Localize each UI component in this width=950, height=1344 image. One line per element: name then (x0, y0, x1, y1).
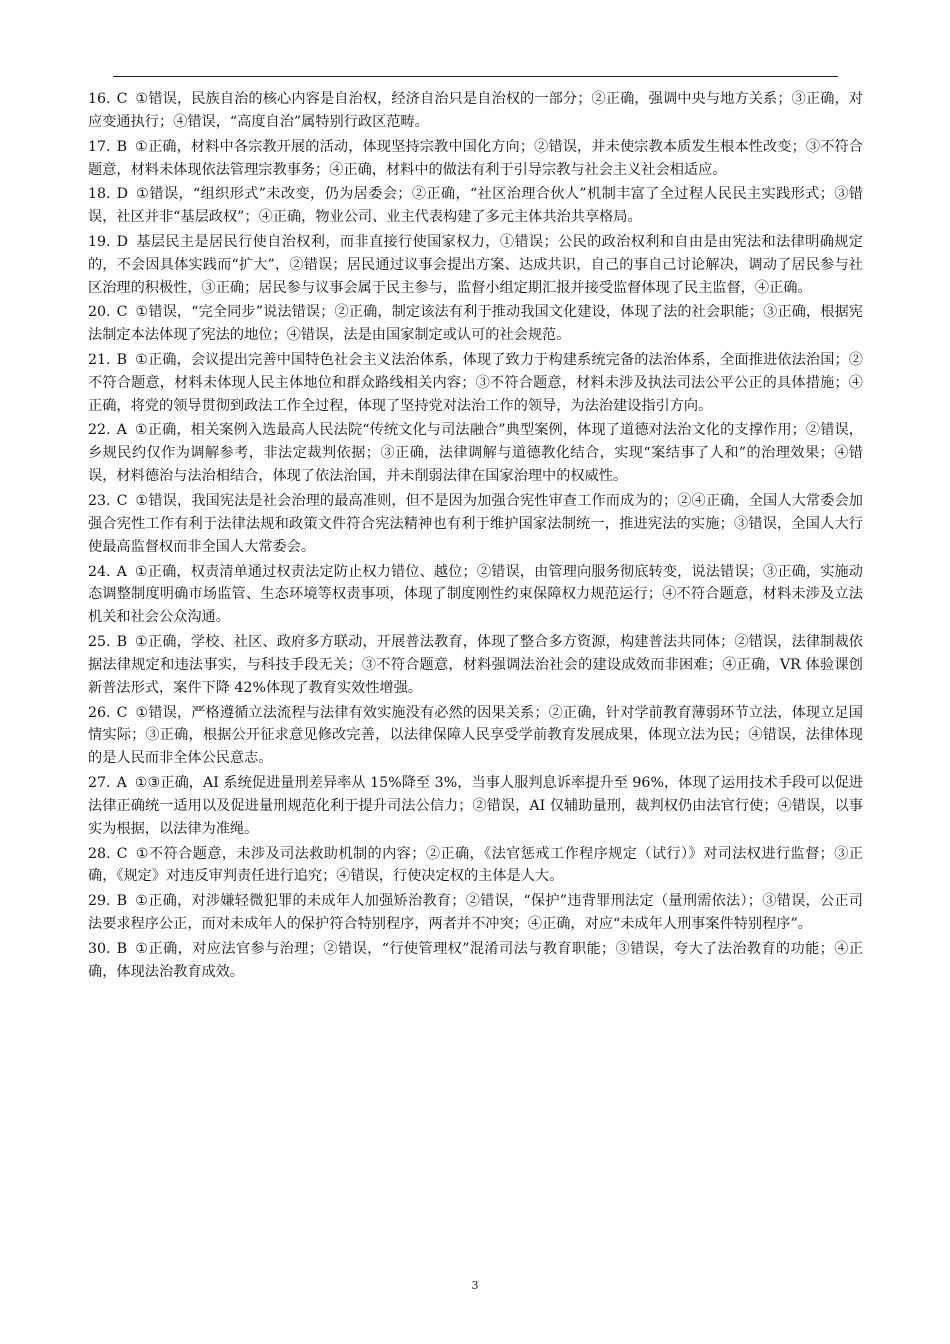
question-number: 19. (88, 233, 111, 250)
answer-list (88, 88, 863, 985)
question-number: 20. (88, 304, 111, 321)
answer-explanation: ①正确，材料中各宗教开展的活动，体现坚持宗教中国化方向；②错误，并未使宗教本质发生根本性改变；③不符合题意，材料未体现依法管理宗教事务；④正确，材料中的做法有利于引导宗教与社会主义社会相适应。 (88, 138, 863, 178)
answer-key: B (116, 634, 128, 651)
answer-key: D (116, 186, 128, 203)
answer-item (88, 561, 863, 630)
answer-explanation: ①不符合题意，未涉及司法救助机制的内容；②正确，《法官惩戒工作程序规定（试行）》对司法权进行监督；③正确，《规定》对违反审判责任进行追究；④错误，行使决定权的主体是人大。 (88, 845, 863, 885)
answer-item (88, 631, 863, 700)
answer-item (88, 938, 863, 984)
answer-key: A (116, 775, 127, 792)
answer-explanation: ①③正确，AI 系统促进量刑差异率从 15%降至 3%，当事人服判息诉率提升至 96%，体现了运用技术手段可以促进法律正确统一适用以及促进量刑规范化利于提升司法公信力；②错误，AI 仅辅助量刑，裁判权仍由法官行使；④错误，以事实为根据，以法律为准绳。 (88, 775, 863, 837)
answer-key: B (116, 940, 128, 957)
answer-explanation: 基层民主是居民行使自治权利，而非直接行使国家权力，①错误；公民的政治权利和自由是由宪法和法律明确规定的，不会因具体实践而“扩大”，②错误；居民通过议事会提出方案、达成共识，自己的事自己讨论解决，调动了居民参与社区治理的积极性，③正确；居民参与议事会属于民主参与，监督小组定期汇报并接受监督体现了民主监督，④正确。 (88, 233, 863, 296)
answer-key: C (116, 304, 128, 321)
answer-item (88, 490, 863, 559)
answer-key: B (116, 351, 128, 368)
answer-explanation: ①正确，对应法官参与治理；②错误，“行使管理权”混淆司法与教育职能；③错误，夸大了法治教育的功能；④正确，体现法治教育成效。 (88, 940, 863, 980)
answer-explanation: ①正确，对涉嫌轻微犯罪的未成年人加强矫治教育；②错误，“保护”违背罪刑法定（量刑需依法）；③错误，公正司法要求程序公正，而对未成年人的保护符合特别程序，两者并不冲突；④正确，对应“未成年人刑事案件特别程序”。 (88, 893, 863, 933)
question-number: 29. (88, 893, 111, 910)
answer-item (88, 301, 863, 347)
answer-item (88, 231, 863, 300)
answer-explanation: ①正确，会议提出完善中国特色社会主义法治体系，体现了致力于构建系统完备的法治体系，全面推进依法治国；②不符合题意，材料未体现人民主体地位和群众路线相关内容；③不符合题意，材料未涉及执法司法公平公正的具体措施；④正确，将党的领导贯彻到政法工作全过程，体现了坚持党对法治工作的领导，为法治建设指引方向。 (88, 351, 863, 414)
header-rule (113, 76, 838, 77)
question-number: 23. (88, 492, 111, 509)
question-number: 27. (88, 775, 111, 792)
answer-key: B (116, 138, 128, 155)
answer-explanation: ①错误，“完全同步”说法错误；②正确，制定该法有利于推动我国文化建设，体现了法的社会职能；③正确，根据宪法制定本法体现了宪法的地位；④错误，法是由国家制定或认可的社会规范。 (88, 304, 863, 344)
question-number: 16. (88, 91, 111, 107)
answer-explanation: ①正确，学校、社区、政府多方联动，开展普法教育，体现了整合多方资源，构建普法共同体；②错误，法律制裁依据法律规定和违法事实，与科技手段无关；③不符合题意，材料强调法治社会的建设成效而非困难；④正确，VR 体验课创新普法形式，案件下降 42%体现了教育实效性增强。 (88, 634, 863, 696)
answer-item (88, 772, 863, 841)
answer-item (88, 419, 863, 488)
answer-explanation: ①错误，严格遵循立法流程与法律有效实施没有必然的因果关系；②正确，针对学前教育薄弱环节立法，体现立足国情实际；③正确，根据公开征求意见修改完善，以法律保障人民享受学前教育发展成果，体现立法为民；④错误，法律体现的是人民而非全体公民意志。 (88, 704, 863, 767)
answer-explanation: ①错误，民族自治的核心内容是自治权，经济自治只是自治权的一部分；②正确，强调中央与地方关系；③正确，对应变通执行；④错误，“高度自治”属特别行政区范畴。 (88, 91, 863, 130)
question-number: 22. (88, 422, 111, 439)
answer-item (88, 183, 863, 229)
answer-explanation: ①正确，相关案例入选最高人民法院“传统文化与司法融合”典型案例，体现了道德对法治文化的支撑作用；②错误，乡规民约仅作为调解参考，非法定裁判依据；③正确，法律调解与道德教化结合，实现“案结事了人和”的治理效果；④错误，材料德治与法治相结合，体现了依法治国，并未削弱法律在国家治理中的权威性。 (88, 422, 863, 485)
answer-key: C (116, 492, 128, 509)
answer-explanation: ①错误，我国宪法是社会治理的最高准则，但不是因为加强合宪性审查工作而成为的；②④正确，全国人大常委会加强合宪性工作有利于法律法规和政策文件符合宪法精神也有利于维护国家法制统一，推进宪法的实施；③错误，全国人大行使最高监督权而非全国人大常委会。 (88, 492, 863, 555)
answer-key: C (116, 91, 128, 107)
answer-key: A (116, 563, 127, 580)
question-number: 30. (88, 940, 111, 957)
answer-key: D (116, 233, 128, 250)
answer-item (88, 349, 863, 418)
question-number: 26. (88, 704, 111, 721)
question-number: 25. (88, 634, 111, 651)
answer-item (88, 136, 863, 182)
answer-item (88, 88, 863, 134)
page-number: 3 (471, 1279, 479, 1292)
answer-item (88, 890, 863, 936)
answer-key: B (116, 893, 128, 910)
question-number: 24. (88, 563, 111, 580)
question-number: 21. (88, 351, 111, 368)
answer-key: C (116, 704, 128, 721)
answer-explanation: ①错误，“组织形式”未改变，仍为居委会；②正确，“社区治理合伙人”机制丰富了全过程人民民主实践形式；③错误，社区并非“基层政权”；④正确，物业公司、业主代表构建了多元主体共治共享格局。 (88, 186, 863, 226)
question-number: 28. (88, 845, 111, 862)
answer-key: A (116, 422, 127, 439)
answer-item (88, 843, 863, 889)
answer-key: C (116, 845, 128, 862)
answer-item (88, 702, 863, 771)
question-number: 18. (88, 186, 111, 203)
answer-explanation: ①正确，权责清单通过权责法定防止权力错位、越位；②错误，由管理向服务彻底转变，说法错误；③正确，实施动态调整制度明确市场监管、生态环境等权责事项，体现了制度刚性约束保障权力规范运行；④不符合题意，材料未涉及立法机关和社会公众沟通。 (88, 563, 863, 626)
question-number: 17. (88, 138, 111, 155)
